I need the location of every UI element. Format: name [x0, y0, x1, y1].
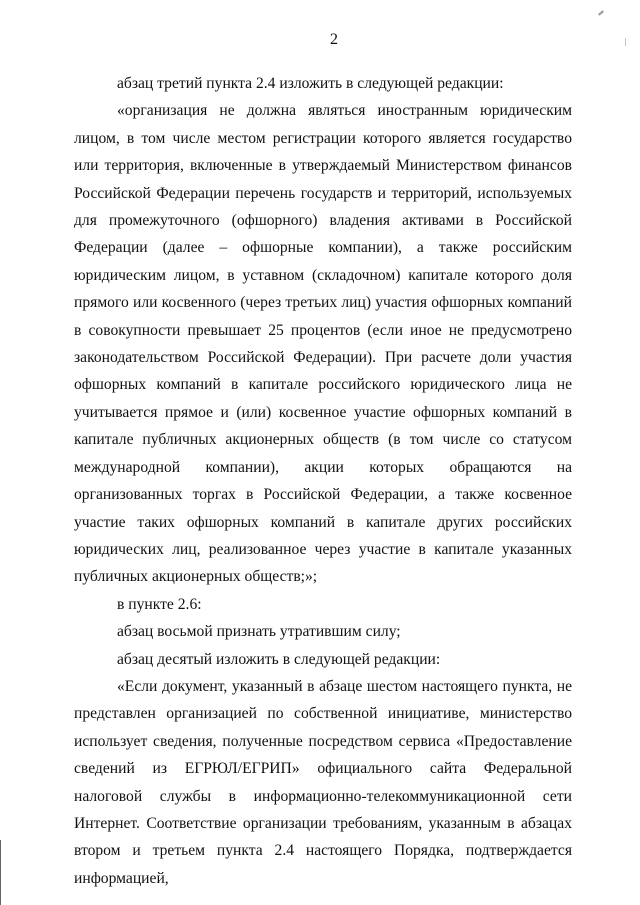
paragraph-quoted-egrul: «Если документ, указанный в абзаце шестом настоящего пункта, не представлен организацией по собственной инициативе, министерство использует сведения, полученные посредством сервиса «Предоставление сведений из ЕГРЮЛ/ЕГРИП» официального сайта Федеральной налоговой службы в информационно-телекоммуникационной сети Интернет. Соответствие организации требованиям, указанным в абзацах втором и третьем пункта 2.4 настоящего Порядка, подтверждается информацией,	[74, 677, 572, 887]
paragraph-point-2-6: в пункте 2.6:	[117, 595, 202, 613]
paragraph-quoted-offshore: «организация не должна являться иностранным юридическим лицом, в том числе местом регистрации которого является государство или территория, включенные в утверждаемый Министерством финансов Российской Федерации перечень государств и территорий, используемых для промежуточного (офшорного) владения активами в Российской Федерации (далее – офшорные компании), а также российским юридическим лицом, в уставном (складочном) капитале которого доля прямого или косвенного (через третьих лиц) участия офшорных компаний в совокупности превышает 25 процентов (если иное не предусмотрено законодательством Российской Федерации). При расчете доли участия офшорных компаний в капитале российского юридического лица не учитывается прямое и (или) косвенное участие офшорных компаний в капитале публичных акционерных обществ (в том числе со статусом международной компании), акции которых обращаются на организованных торгах в Российской Федерации, а также косвенное участие таких офшорных компаний в капитале других российских юридических лиц, реализованное через участие в капитале указанных публичных акционерных обществ;»;	[74, 102, 572, 586]
paragraph-amendment-intro: абзац третий пункта 2.4 изложить в следующей редакции:	[117, 75, 504, 92]
scan-edge-line	[0, 840, 1, 905]
paragraph-tenth-intro: абзац десятый изложить в следующей редакции:	[117, 650, 441, 668]
document-body	[74, 70, 572, 892]
paragraph-eighth-void: абзац восьмой признать утратившим силу;	[117, 623, 401, 641]
page-number: 2	[330, 31, 338, 48]
scan-mark	[598, 10, 604, 15]
